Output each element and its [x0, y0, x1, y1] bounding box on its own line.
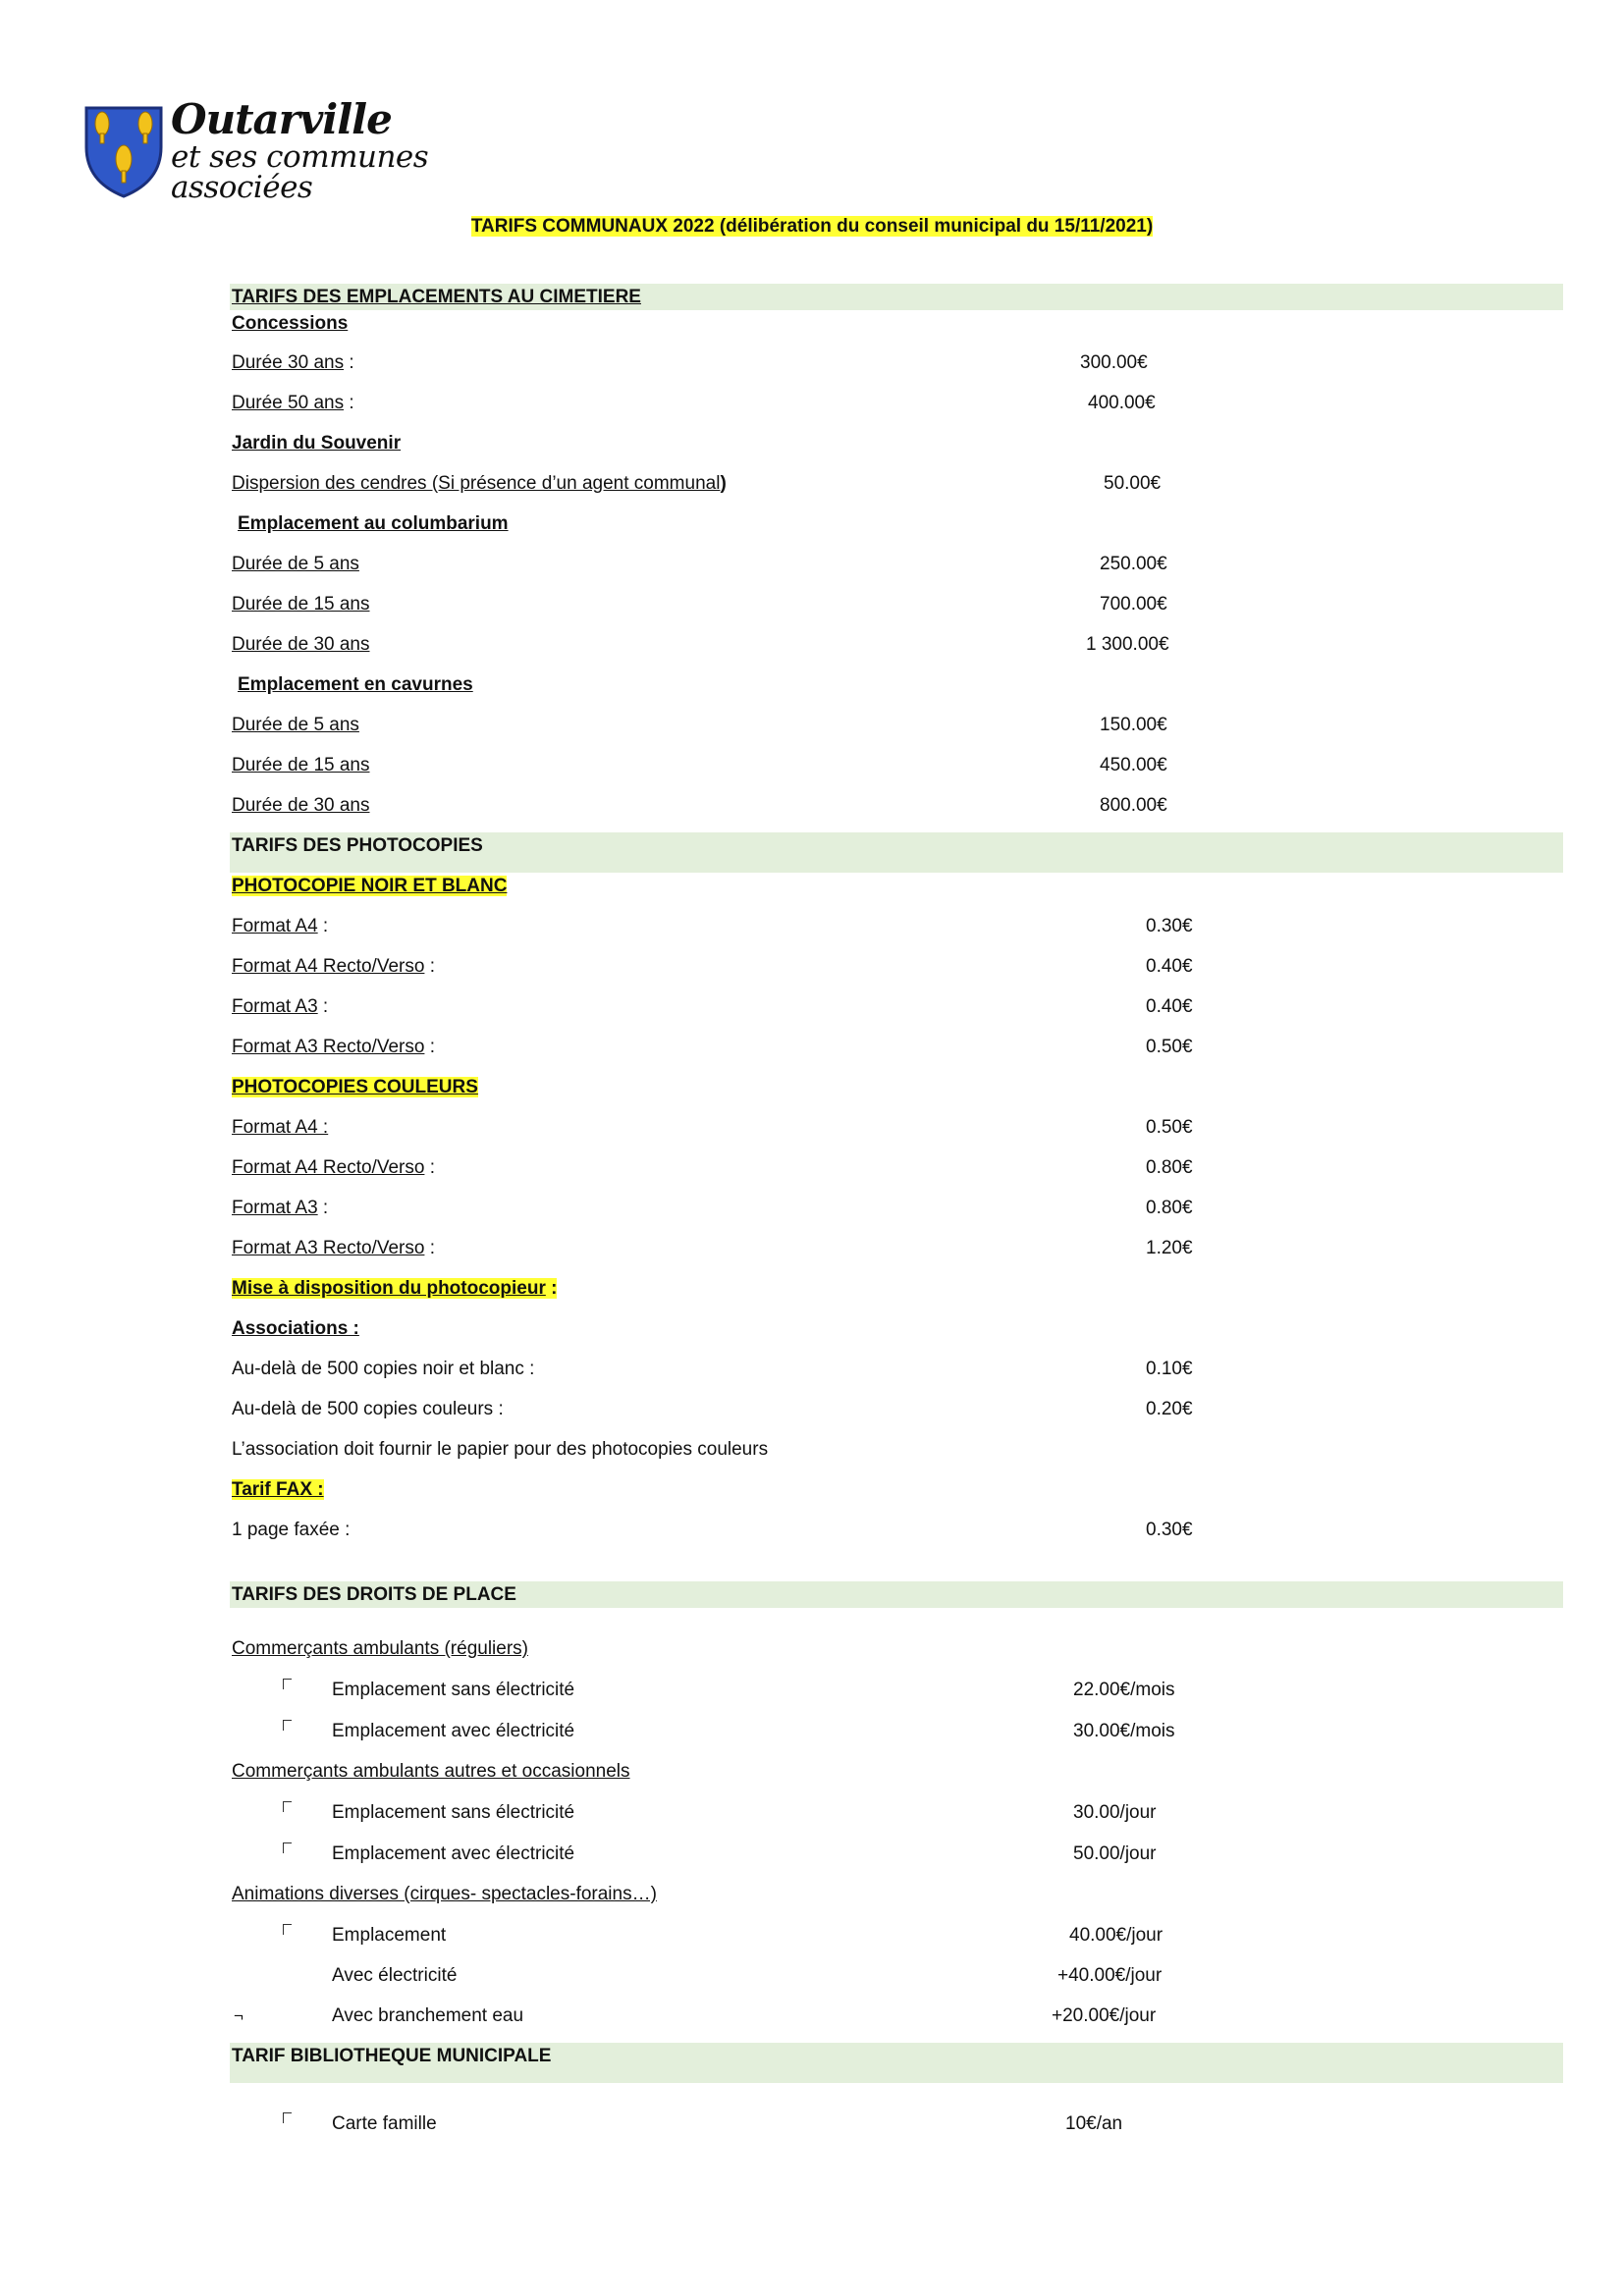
price-color-a3-rv: 1.20€: [1146, 1238, 1193, 1258]
subheading-text: PHOTOCOPIES COULEURS: [232, 1077, 478, 1097]
price-assoc-bw: 0.10€: [1146, 1359, 1193, 1379]
subheading-mise-a-disposition: [232, 1275, 557, 1302]
bullet-icon: [283, 1720, 292, 1731]
row-columbarium-5: [232, 551, 359, 577]
price-columbarium-30: 1 300.00€: [1086, 634, 1169, 655]
document-title: [0, 216, 1624, 238]
row-label-suffix: :: [424, 956, 435, 977]
subheading-text: Concessions: [232, 313, 349, 334]
row-color-a4-rv: [232, 1154, 435, 1181]
row-label-suffix: ): [720, 473, 727, 494]
subheading-concessions: [232, 310, 348, 337]
subheading-color: [232, 1074, 478, 1100]
price-bw-a4-rv: 0.40€: [1146, 956, 1193, 977]
logo-wordmark: [171, 95, 544, 205]
price-cavurne-30: 800.00€: [1100, 795, 1167, 816]
row-label-suffix: :: [344, 352, 354, 373]
subheading-cavurnes: [238, 671, 473, 698]
row-bw-a3-rv: [232, 1034, 435, 1060]
row-label: Dispersion des cendres (Si présence d’un agent communal: [232, 473, 721, 494]
price-concession-50: 400.00€: [1088, 393, 1156, 413]
price-bw-a4: 0.30€: [1146, 916, 1193, 936]
row-cavurne-5: [232, 712, 359, 738]
document-title-text: TARIFS COMMUNAUX 2022 (délibération du conseil municipal du 15/11/2021): [470, 216, 1154, 237]
row-label: Durée de 5 ans: [232, 554, 359, 574]
dash-bullet-icon: ¬: [234, 2006, 244, 2025]
row-concession-50: [232, 390, 354, 416]
price-animations-eau: +20.00€/jour: [1052, 2005, 1157, 2026]
bullet-icon: [283, 1842, 292, 1853]
row-label-suffix: :: [424, 1238, 435, 1258]
row-color-a4: [232, 1114, 328, 1141]
section-header-text: TARIF BIBLIOTHEQUE MUNICIPALE: [232, 2046, 552, 2066]
row-reguliers-sans: Emplacement sans électricité: [332, 1680, 575, 1700]
row-label: Format A4 Recto/Verso: [232, 956, 425, 977]
row-label-suffix: :: [317, 916, 329, 936]
price-cavurne-5: 150.00€: [1100, 715, 1167, 735]
subheading-fax: [232, 1476, 324, 1503]
logo-line-1: Outarville: [171, 95, 392, 143]
subheading-text: Tarif FAX :: [232, 1479, 324, 1500]
group-title-text: Commerçants ambulants autres et occasionnels: [232, 1761, 630, 1782]
price-reguliers-avec: 30.00€/mois: [1073, 1721, 1175, 1741]
row-columbarium-30: [232, 631, 370, 658]
row-label: Durée 50 ans: [232, 393, 345, 413]
row-carte-famille: Carte famille: [332, 2113, 437, 2134]
row-columbarium-15: [232, 591, 370, 617]
bullet-icon: [283, 1801, 292, 1812]
price-bw-a3-rv: 0.50€: [1146, 1037, 1193, 1057]
group-title-occasionnels: [232, 1758, 630, 1785]
price-columbarium-15: 700.00€: [1100, 594, 1167, 614]
bullet-icon: [283, 1679, 292, 1689]
subheading-text: Emplacement en cavurnes: [238, 674, 473, 695]
row-animations-emplacement: Emplacement: [332, 1925, 447, 1946]
row-color-a3: [232, 1195, 328, 1221]
row-label-suffix: :: [317, 1198, 329, 1218]
row-occasionnels-avec: Emplacement avec électricité: [332, 1843, 575, 1864]
row-label: Durée de 5 ans: [232, 715, 359, 735]
group-title-text: Animations diverses (cirques- spectacles-forains…): [232, 1884, 657, 1904]
row-label: Format A3 Recto/Verso: [232, 1037, 425, 1057]
row-label: Format A4: [232, 916, 318, 936]
subheading-text: Mise à disposition du photocopieur: [232, 1278, 546, 1299]
price-color-a4-rv: 0.80€: [1146, 1157, 1193, 1178]
row-label: Durée de 30 ans: [232, 795, 370, 816]
price-columbarium-5: 250.00€: [1100, 554, 1167, 574]
row-bw-a4-rv: [232, 953, 435, 980]
row-reguliers-avec: Emplacement avec électricité: [332, 1721, 575, 1741]
price-assoc-color: 0.20€: [1146, 1399, 1193, 1419]
row-label: Durée de 15 ans: [232, 755, 370, 775]
row-label: Format A3 Recto/Verso: [232, 1238, 425, 1258]
row-assoc-bw: Au-delà de 500 copies noir et blanc :: [232, 1359, 535, 1379]
row-cavurne-30: [232, 792, 370, 819]
row-concession-30: [232, 349, 354, 376]
row-assoc-color: Au-delà de 500 copies couleurs :: [232, 1399, 504, 1419]
subheading-columbarium: [238, 510, 509, 537]
row-label: Durée de 15 ans: [232, 594, 370, 614]
price-occasionnels-sans: 30.00/jour: [1073, 1802, 1157, 1823]
row-label: Format A3: [232, 996, 318, 1017]
subheading-text: Emplacement au columbarium: [238, 513, 509, 534]
price-fax: 0.30€: [1146, 1520, 1193, 1540]
row-occasionnels-sans: Emplacement sans électricité: [332, 1802, 575, 1823]
coat-of-arms-shield-icon: [82, 104, 165, 198]
row-label: Durée de 30 ans: [232, 634, 370, 655]
row-label: Format A3: [232, 1198, 318, 1218]
subheading-associations: [232, 1315, 359, 1342]
row-color-a3-rv: [232, 1235, 435, 1261]
row-cavurne-15: [232, 752, 370, 778]
section-header-text: TARIFS DES DROITS DE PLACE: [232, 1584, 516, 1605]
outarville-logo: [82, 95, 544, 205]
section-header-droits: [230, 1581, 1563, 1608]
row-bw-a3: [232, 993, 328, 1020]
bullet-icon: [283, 2112, 292, 2123]
price-occasionnels-avec: 50.00/jour: [1073, 1843, 1157, 1864]
section-header-photocopies: [230, 832, 1563, 873]
price-color-a3: 0.80€: [1146, 1198, 1193, 1218]
subheading-bw: [232, 873, 507, 899]
price-carte-famille: 10€/an: [1065, 2113, 1123, 2134]
row-label: Format A4 Recto/Verso: [232, 1157, 425, 1178]
row-bw-a4: [232, 913, 328, 939]
subheading-text: Associations :: [232, 1318, 359, 1339]
row-label-suffix: :: [317, 996, 329, 1017]
subheading-text: PHOTOCOPIE NOIR ET BLANC: [232, 876, 508, 896]
price-concession-30: 300.00€: [1080, 352, 1148, 373]
price-reguliers-sans: 22.00€/mois: [1073, 1680, 1175, 1700]
price-animations-emplacement: 40.00€/jour: [1069, 1925, 1164, 1946]
subheading-text: Jardin du Souvenir: [232, 433, 402, 454]
row-label: Format A4 :: [232, 1117, 329, 1138]
bullet-icon: [283, 1924, 292, 1935]
logo-line-2: et ses communes associées: [171, 139, 429, 205]
subheading-suffix: :: [545, 1278, 558, 1299]
price-dispersion: 50.00€: [1104, 473, 1162, 494]
row-label: Durée 30 ans: [232, 352, 345, 373]
price-color-a4: 0.50€: [1146, 1117, 1193, 1138]
row-animations-electricite: Avec électricité: [332, 1965, 458, 1986]
group-title-reguliers: [232, 1635, 528, 1662]
section-header-text: TARIFS DES EMPLACEMENTS AU CIMETIERE: [232, 287, 641, 307]
row-label-suffix: :: [424, 1157, 435, 1178]
subheading-jardin: [232, 430, 401, 456]
price-cavurne-15: 450.00€: [1100, 755, 1167, 775]
row-label-suffix: :: [344, 393, 354, 413]
section-header-bibliotheque: [230, 2043, 1563, 2083]
row-label-suffix: :: [424, 1037, 435, 1057]
assoc-note: L’association doit fournir le papier pour des photocopies couleurs: [232, 1439, 769, 1460]
price-animations-electricite: +40.00€/jour: [1057, 1965, 1163, 1986]
price-bw-a3: 0.40€: [1146, 996, 1193, 1017]
row-animations-eau: Avec branchement eau: [332, 2005, 524, 2026]
group-title-animations: [232, 1881, 657, 1907]
section-header-cemetery: [230, 284, 1563, 310]
row-fax: 1 page faxée :: [232, 1520, 351, 1540]
section-header-text: TARIFS DES PHOTOCOPIES: [232, 835, 483, 856]
group-title-text: Commerçants ambulants (réguliers): [232, 1638, 528, 1659]
row-dispersion: [232, 470, 727, 497]
